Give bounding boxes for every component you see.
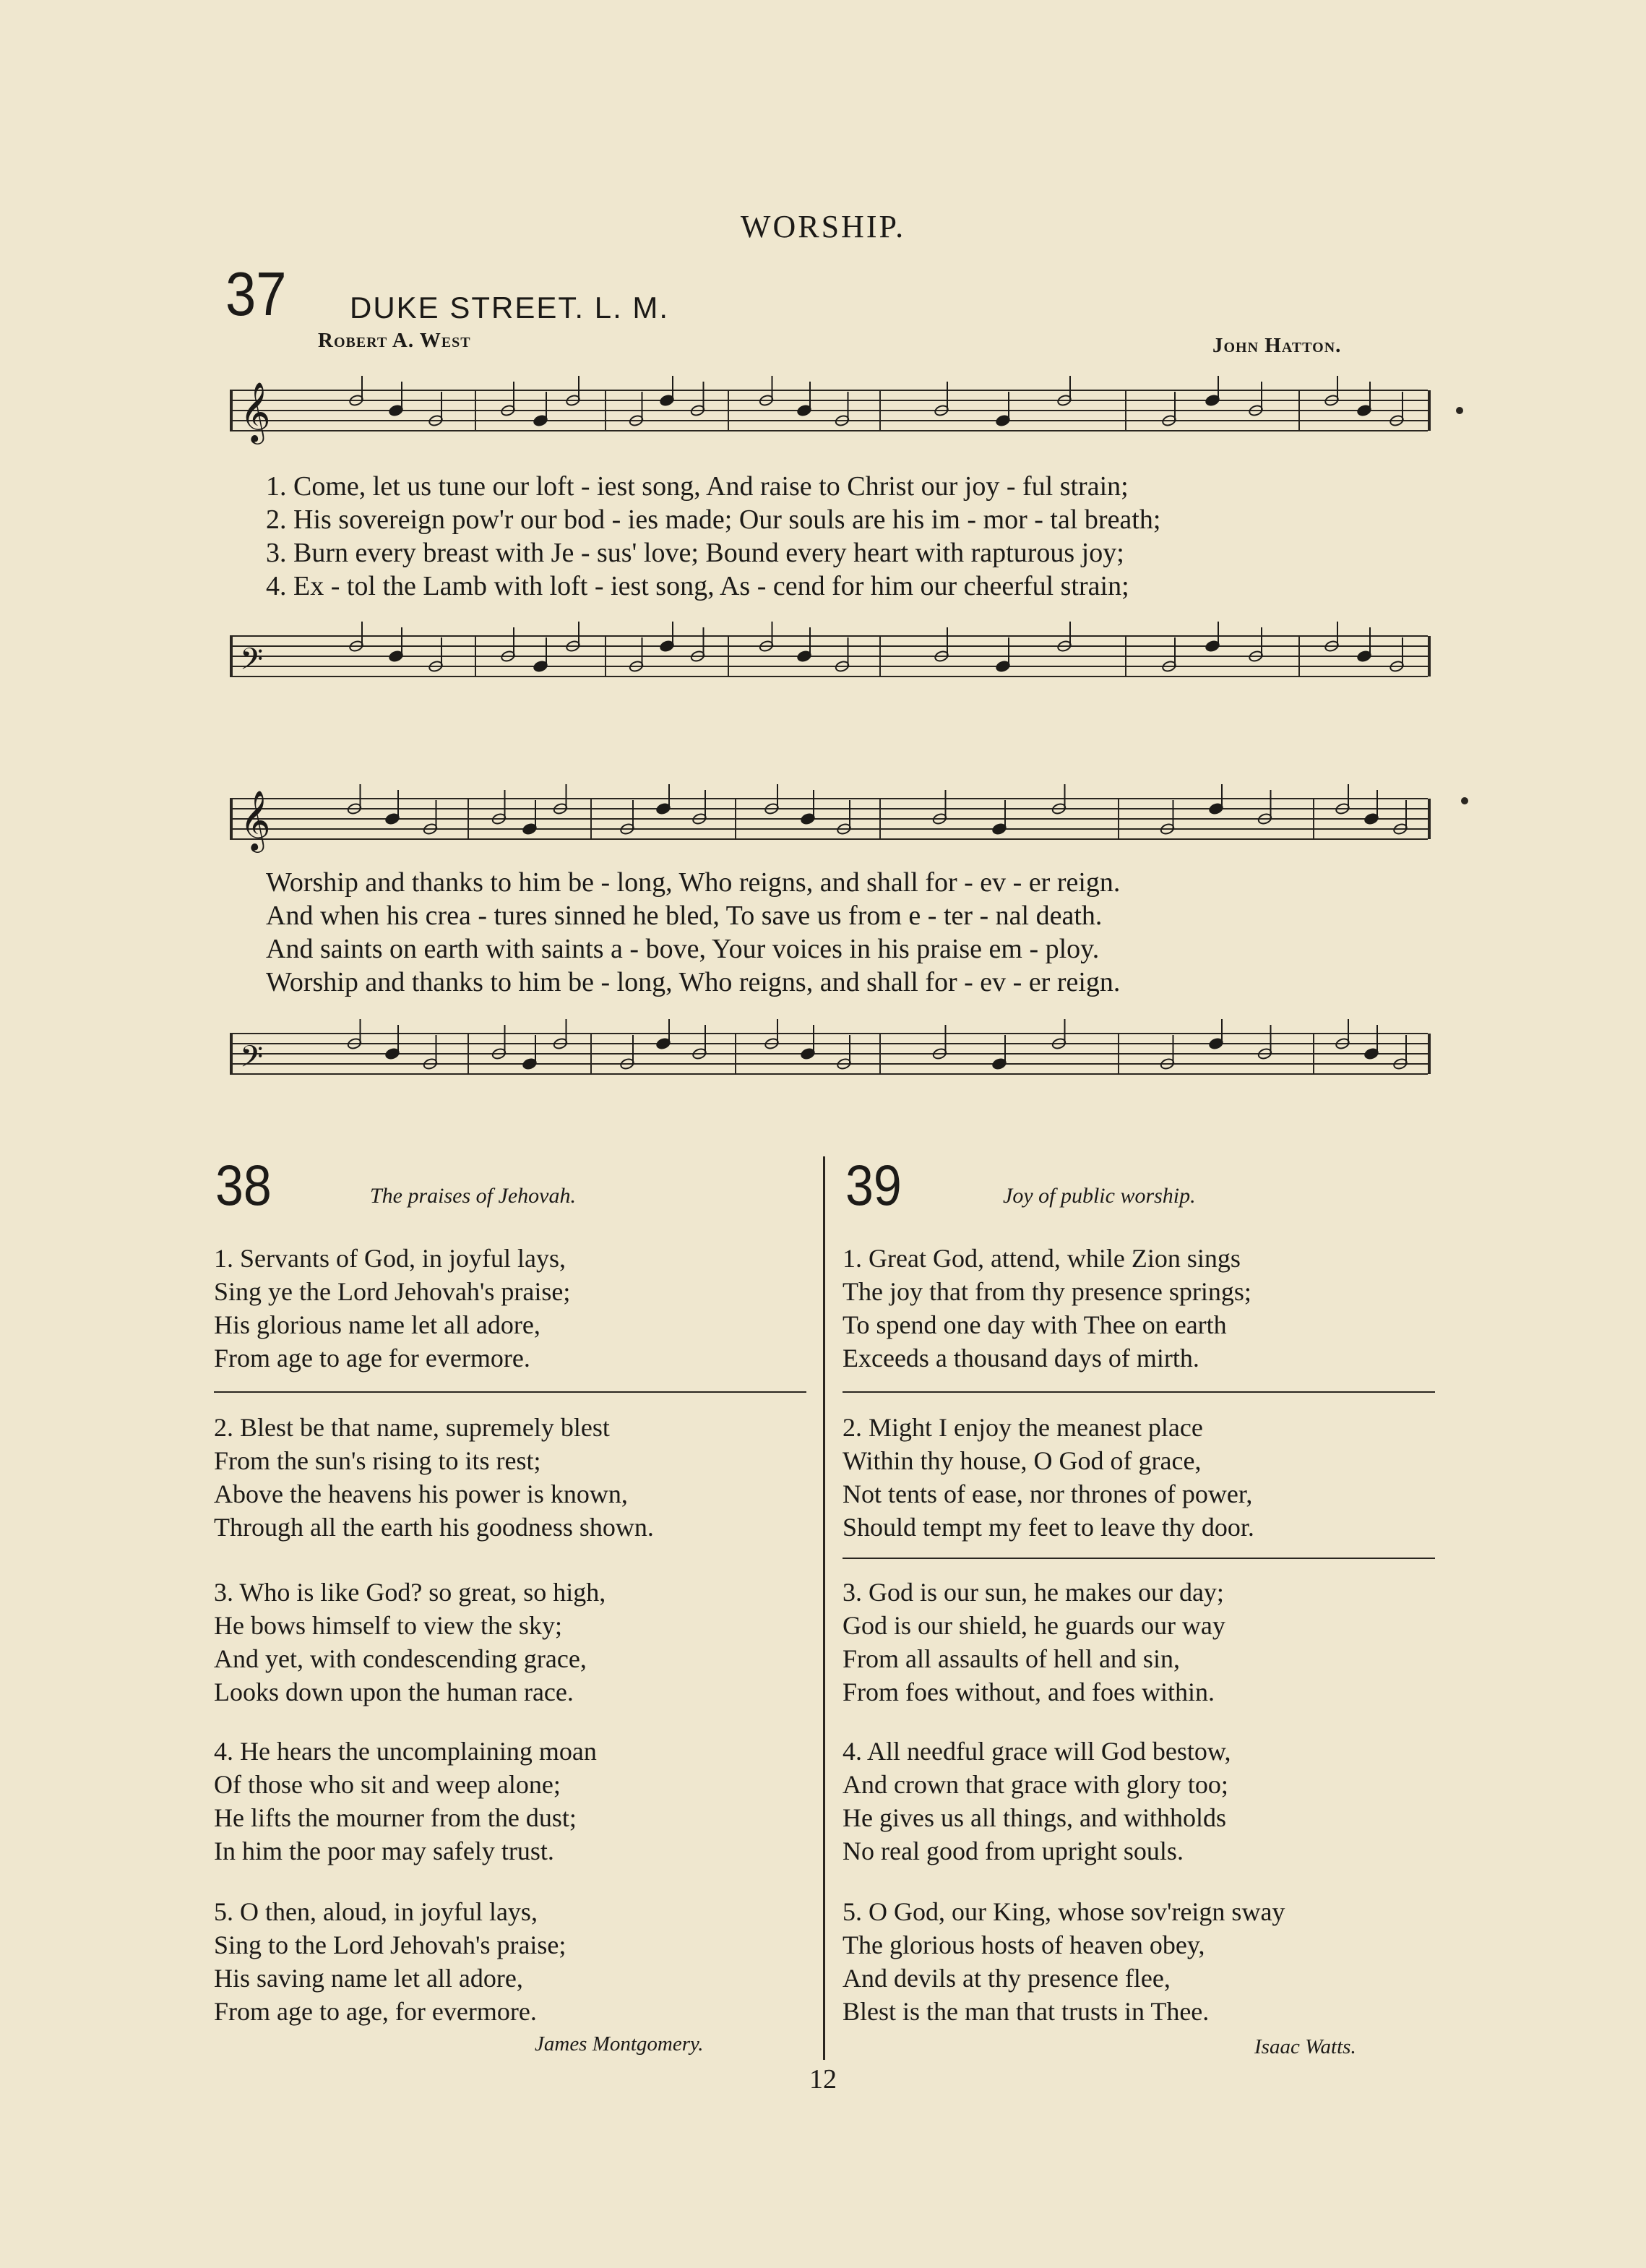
verse-line: 4. All needful grace will God bestow, <box>843 1737 1231 1766</box>
verse-line: He bows himself to view the sky; <box>214 1611 562 1640</box>
lyric-line: 2. His sovereign pow'r our bod - ies made; Our souls are his im - mor - tal breath; <box>266 504 1161 535</box>
verse-line: No real good from upright souls. <box>843 1837 1184 1865</box>
lyricist-credit: Robert A. West <box>318 329 471 352</box>
lyric-line: Worship and thanks to him be - long, Who reigns, and shall for - ev - er reign. <box>266 967 1121 997</box>
hymn-number-39: 39 <box>845 1154 902 1217</box>
author-39: Isaac Watts. <box>1254 2035 1356 2058</box>
lyric-line: 1. Come, let us tune our loft - iest song, And raise to Christ our joy - ful strain; <box>266 471 1129 502</box>
verse-divider <box>214 1391 806 1393</box>
author-38: James Montgomery. <box>535 2032 704 2056</box>
lyric-line: And when his crea - tures sinned he bled, To save us from e - ter - nal death. <box>266 901 1103 931</box>
verse-line: 2. Blest be that name, supremely blest <box>214 1413 610 1442</box>
verse-line: From all assaults of hell and sin, <box>843 1644 1180 1673</box>
margin-mark <box>1461 797 1468 804</box>
verse-line: Looks down upon the human race. <box>214 1678 574 1706</box>
verse-line: Blest is the man that trusts in Thee. <box>843 1997 1210 2026</box>
verse-38-1 <box>214 1242 570 1375</box>
lyric-line: 4. Ex - tol the Lamb with loft - iest song, As - cend for him our cheerful strain; <box>266 571 1129 601</box>
verse-line: And crown that grace with glory too; <box>843 1770 1228 1799</box>
verse-line: 3. Who is like God? so great, so high, <box>214 1578 606 1607</box>
verse-line: Not tents of ease, nor thrones of power, <box>843 1479 1253 1508</box>
verse-line: 5. O then, aloud, in joyful lays, <box>214 1897 538 1926</box>
verse-39-1 <box>843 1242 1251 1375</box>
page-number: 12 <box>809 2064 837 2095</box>
lyric-line: 3. Burn every breast with Je - sus' love; Bound every heart with rapturous joy; <box>266 538 1124 568</box>
verse-line: To spend one day with Thee on earth <box>843 1310 1227 1339</box>
verse-line: In him the poor may safely trust. <box>214 1837 554 1865</box>
tune-name: DUKE STREET. L. M. <box>350 291 670 325</box>
lyrics-system-2 <box>266 866 1451 999</box>
verse-line: He lifts the mourner from the dust; <box>214 1803 577 1832</box>
verse-line: Of those who sit and weep alone; <box>214 1770 561 1799</box>
lyric-line: Worship and thanks to him be - long, Who reigns, and shall for - ev - er reign. <box>266 867 1121 898</box>
verse-line: 3. God is our sun, he makes our day; <box>843 1578 1224 1607</box>
verse-line: Exceeds a thousand days of mirth. <box>843 1344 1199 1373</box>
column-divider <box>823 1156 825 2060</box>
verse-divider <box>843 1558 1435 1559</box>
section-title: WORSHIP. <box>740 209 906 244</box>
verse-39-2 <box>843 1411 1254 1544</box>
verse-line: From the sun's rising to its rest; <box>214 1446 541 1475</box>
hymn-subtitle-38: The praises of Jehovah. <box>370 1184 576 1208</box>
verse-line: 4. He hears the uncomplaining moan <box>214 1737 597 1766</box>
verse-line: 1. Great God, attend, while Zion sings <box>843 1244 1241 1273</box>
verse-line: 5. O God, our King, whose sov'reign sway <box>843 1897 1285 1926</box>
treble-clef-icon: 𝄞 <box>240 789 271 850</box>
hymn-number-37: 37 <box>225 259 287 330</box>
verse-line: God is our shield, he guards our way <box>843 1611 1225 1640</box>
hymn-number-38: 38 <box>215 1154 272 1217</box>
verse-line: 1. Servants of God, in joyful lays, <box>214 1244 566 1273</box>
verse-line: From age to age for evermore. <box>214 1344 530 1373</box>
treble-staff-1 <box>230 376 1436 448</box>
verse-line: His glorious name let all adore, <box>214 1310 540 1339</box>
verse-38-3 <box>214 1576 606 1709</box>
verse-line: From foes without, and foes within. <box>843 1678 1215 1706</box>
verse-line: Sing ye the Lord Jehovah's praise; <box>214 1277 571 1306</box>
verse-line: And devils at thy presence flee, <box>843 1964 1171 1993</box>
verse-line: His saving name let all adore, <box>214 1964 523 1993</box>
margin-mark <box>1456 407 1463 414</box>
verse-line: From age to age, for evermore. <box>214 1997 537 2026</box>
verse-line: Within thy house, O God of grace, <box>843 1446 1202 1475</box>
verse-39-5 <box>843 1895 1285 2028</box>
composer-credit: John Hatton. <box>1212 334 1342 357</box>
verse-line: Sing to the Lord Jehovah's praise; <box>214 1930 566 1959</box>
verse-38-5 <box>214 1895 566 2028</box>
verse-line: He gives us all things, and withholds <box>843 1803 1226 1832</box>
verse-line: Should tempt my feet to leave thy door. <box>843 1513 1254 1542</box>
verse-line: Through all the earth his goodness shown. <box>214 1513 654 1542</box>
verse-38-2 <box>214 1411 654 1544</box>
bass-staff-2 <box>230 1019 1436 1091</box>
verse-line: 2. Might I enjoy the meanest place <box>843 1413 1203 1442</box>
verse-39-4 <box>843 1735 1231 1868</box>
verse-line: The glorious hosts of heaven obey, <box>843 1930 1205 1959</box>
verse-39-3 <box>843 1576 1225 1709</box>
bass-clef-icon: 𝄢 <box>240 642 264 684</box>
treble-staff-2 <box>230 784 1436 856</box>
bass-clef-icon: 𝄢 <box>240 1039 264 1081</box>
hymn-subtitle-39: Joy of public worship. <box>1003 1184 1196 1208</box>
verse-line: The joy that from thy presence springs; <box>843 1277 1251 1306</box>
lyric-line: And saints on earth with saints a - bove, Your voices in his praise em - ploy. <box>266 934 1100 964</box>
lyrics-system-1 <box>266 470 1451 603</box>
treble-clef-icon: 𝄞 <box>240 381 271 442</box>
verse-38-4 <box>214 1735 597 1868</box>
verse-divider <box>843 1391 1435 1393</box>
bass-staff-1 <box>230 622 1436 694</box>
verse-line: Above the heavens his power is known, <box>214 1479 628 1508</box>
verse-line: And yet, with condescending grace, <box>214 1644 587 1673</box>
